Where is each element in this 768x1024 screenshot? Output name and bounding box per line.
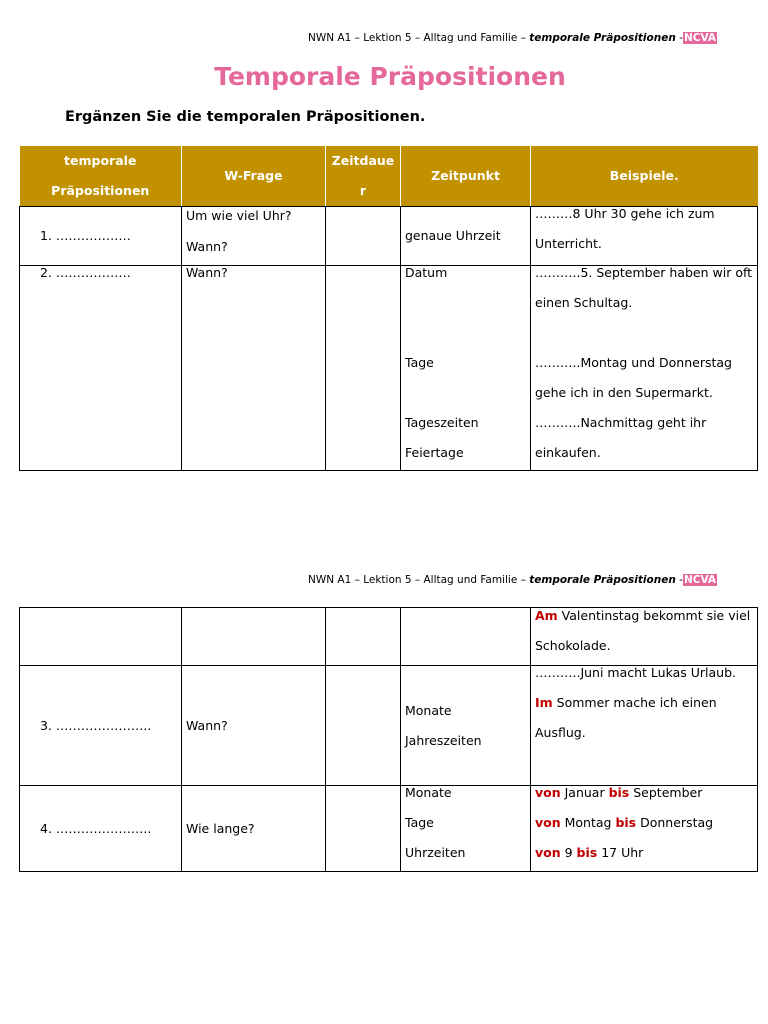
zeitdauer-cell [326,266,401,471]
zeitdauer-cell [326,207,401,266]
zeitpunkt-cell: genaue Uhrzeit [401,207,531,266]
w-frage-cell: Wann? [182,266,326,471]
header-w-frage: W-Frage [182,146,326,207]
header-zeitpunkt: Zeitpunkt [401,146,531,207]
header-dash: - [675,32,683,44]
blank-preposition-1[interactable]: 1. ……………… [20,207,182,266]
example-cell: ………..Juni macht Lukas Urlaub. Im Sommer mache ich einen Ausflug. [531,666,758,786]
example-cell: ………..5. September haben wir oft einen Schultag. ………..Montag und Donnerstag gehe ich in den Supermarkt. ………..Nachmittag geht ihr einkaufen. [531,266,758,471]
prepositions-table-1 [19,146,758,471]
page-title: Temporale Präpositionen [214,62,566,91]
table-row [20,207,758,266]
header-zeitdauer: Zeitdaue r [326,146,401,207]
blank-preposition-4[interactable]: 4. ………………….. [20,786,182,872]
blank-preposition-3[interactable]: 3. ………………….. [20,666,182,786]
w-frage-cell: Wann? [182,666,326,786]
header-beispiele: Beispiele. [531,146,758,207]
table-row [20,786,758,872]
instruction: Ergänzen Sie die temporalen Präpositionen. [65,109,426,125]
table-row [20,608,758,666]
example-cell: von Januar bis September von Montag bis Donnerstag von 9 bis 17 Uhr [531,786,758,872]
header-prepositions: temporale Präpositionen [20,146,182,207]
example-cell: ………8 Uhr 30 gehe ich zum Unterricht. [531,207,758,266]
blank-preposition-2[interactable]: 2. ……………… [20,266,182,471]
table-row [20,666,758,786]
table-header-row [20,146,758,207]
prepositions-table-2 [19,607,758,872]
zeitpunkt-cell: Datum Tage Tageszeiten Feiertage [401,266,531,471]
zeitpunkt-cell: Monate Jahreszeiten [401,666,531,786]
header-prefix: NWN A1 – Lektion 5 – Alltag und Familie – [307,32,530,44]
zeitpunkt-cell: Monate Tage Uhrzeiten [401,786,531,872]
table-row [20,266,758,471]
page-header-2: NWN A1 – Lektion 5 – Alltag und Familie – temporale Präpositionen -NCVA [307,574,716,586]
page-header [0,32,717,44]
header-tag: NCVA [683,32,716,44]
header-topic: temporale Präpositionen [529,32,676,44]
example-cell: Am Valentinstag bekommt sie viel Schokolade. [531,608,758,666]
w-frage-cell: Um wie viel Uhr? Wann? [182,207,326,266]
w-frage-cell: Wie lange? [182,786,326,872]
